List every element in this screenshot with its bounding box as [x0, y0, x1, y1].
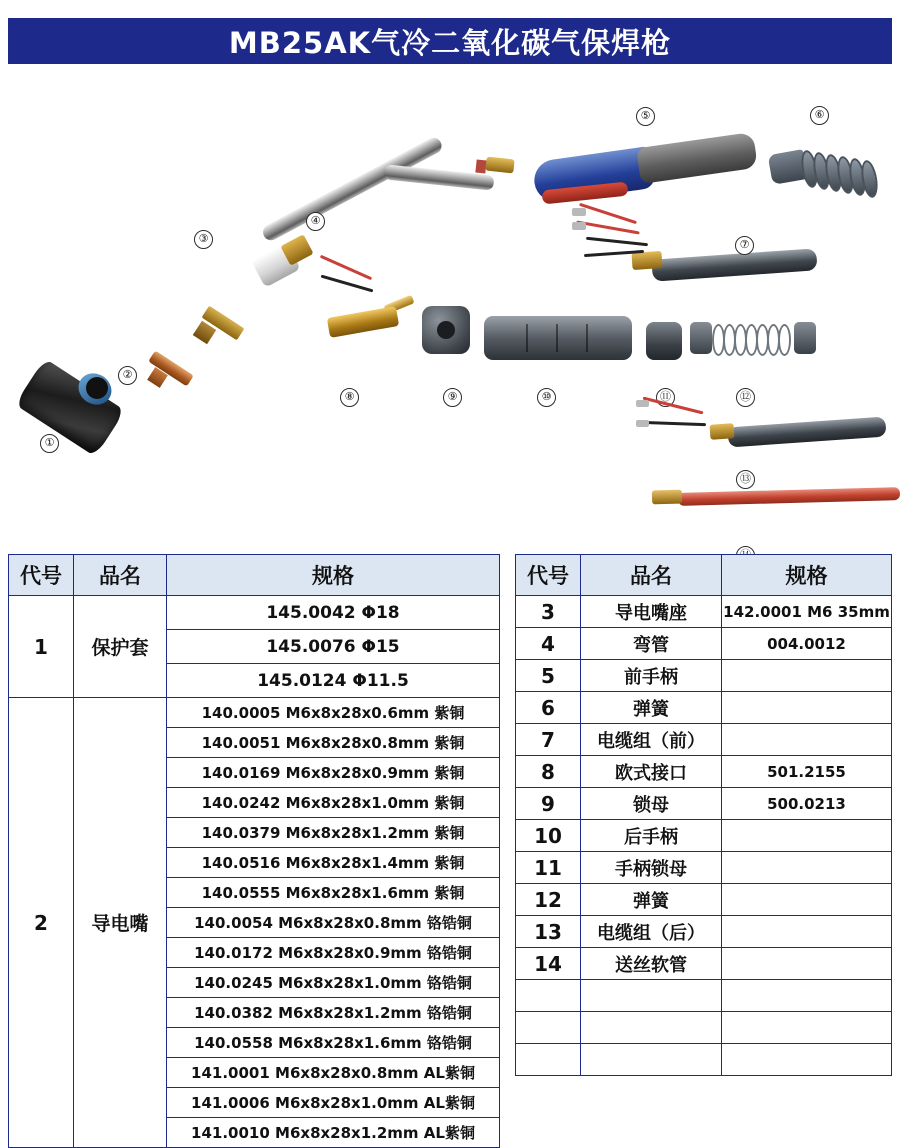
lock-nut-bore: [437, 321, 455, 339]
callout-12: ⑫: [736, 388, 755, 407]
cell-name: [581, 1044, 722, 1076]
callout-10: ⑩: [537, 388, 556, 407]
front-cable-brass-fitting: [631, 251, 662, 270]
cell-name: 导电嘴: [74, 698, 167, 1148]
table-row: [516, 916, 892, 948]
cell-spec: 140.0242 M6x8x28x1.0mm 紫铜: [167, 788, 500, 818]
wire-terminal: [636, 400, 649, 407]
callout-11: ⑪: [656, 388, 675, 407]
page-title-bar: [8, 18, 892, 64]
rear-handle-groove: [586, 324, 588, 352]
cell-name: 电缆组（前）: [581, 724, 722, 756]
wire-terminal: [572, 222, 586, 230]
cell-spec: [722, 884, 892, 916]
spring-right-end: [794, 322, 816, 354]
part-11-handle-lock-nut: [646, 322, 686, 366]
swan-neck-lower-tube: [260, 135, 444, 243]
nozzle-body: [15, 358, 125, 456]
rear-handle-groove: [556, 324, 558, 352]
callout-9: ⑨: [443, 388, 462, 407]
cell-name: 导电嘴座: [581, 596, 722, 628]
table-row: [516, 948, 892, 980]
part-14-wire-liner: [646, 478, 900, 518]
cell-code: 3: [516, 596, 581, 628]
cell-code: 5: [516, 660, 581, 692]
part-6-spring-boot: [770, 128, 890, 208]
callout-2: ②: [118, 366, 137, 385]
callout-7: ⑦: [735, 236, 754, 255]
callout-4: ④: [306, 212, 325, 231]
cell-name: [581, 980, 722, 1012]
front-handle-grey-body: [636, 132, 758, 184]
cell-name: 送丝软管: [581, 948, 722, 980]
table-row: [516, 820, 892, 852]
column-header-code: 代号: [516, 555, 581, 596]
cell-code: 4: [516, 628, 581, 660]
cell-spec: 142.0001 M6 35mm: [722, 596, 892, 628]
cell-code: 11: [516, 852, 581, 884]
cell-spec: [722, 660, 892, 692]
cell-spec: 140.0382 M6x8x28x1.2mm 铬锆铜: [167, 998, 500, 1028]
front-cable-sheath: [651, 248, 817, 281]
table-header-row: [516, 555, 892, 596]
cell-name: 电缆组（后）: [581, 916, 722, 948]
cell-code: [516, 1044, 581, 1076]
table-row: [516, 852, 892, 884]
cell-spec: [722, 1012, 892, 1044]
column-header-code: 代号: [9, 555, 74, 596]
swan-neck-brass-end: [485, 157, 514, 174]
cell-code: 13: [516, 916, 581, 948]
part-2-contact-tip: [148, 352, 198, 390]
cell-spec: 140.0005 M6x8x28x0.6mm 紫铜: [167, 698, 500, 728]
rear-cable-sheath: [727, 417, 886, 448]
cell-name: 手柄锁母: [581, 852, 722, 884]
cell-spec: 140.0245 M6x8x28x1.0mm 铬锆铜: [167, 968, 500, 998]
cell-name: 后手柄: [581, 820, 722, 852]
column-header-spec: 规格: [722, 555, 892, 596]
cell-spec: 145.0124 Φ11.5: [167, 664, 500, 698]
part-12-spring: [690, 318, 820, 368]
callout-6: ⑥: [810, 106, 829, 125]
table-row: [516, 692, 892, 724]
table-row: [516, 628, 892, 660]
cell-code: 9: [516, 788, 581, 820]
table-row: [516, 756, 892, 788]
cell-code: 10: [516, 820, 581, 852]
table-row: [516, 1012, 892, 1044]
handle-lock-nut-body: [646, 322, 682, 360]
cell-code: [516, 1012, 581, 1044]
cell-code: 1: [9, 596, 74, 698]
red-wire: [643, 397, 704, 415]
callout-1: ①: [40, 434, 59, 453]
cell-spec: 140.0051 M6x8x28x0.8mm 紫铜: [167, 728, 500, 758]
part-9-lock-nut: [422, 306, 474, 358]
cell-name: 弹簧: [581, 692, 722, 724]
part-13-rear-cable-assembly: [636, 400, 876, 470]
liner-brass-head: [652, 490, 682, 505]
part-8-euro-connector: [318, 260, 428, 355]
cell-spec: [722, 820, 892, 852]
cell-code: 7: [516, 724, 581, 756]
column-header-name: 品名: [581, 555, 722, 596]
page-title: MB25AK气冷二氧化碳气保焊枪: [228, 25, 672, 60]
callout-8: ⑧: [340, 388, 359, 407]
cell-spec: 140.0172 M6x8x28x0.9mm 铬锆铜: [167, 938, 500, 968]
cell-spec: [722, 948, 892, 980]
table-header-row: [9, 555, 500, 596]
cell-spec: 501.2155: [722, 756, 892, 788]
cell-spec: [722, 724, 892, 756]
cell-spec: 141.0001 M6x8x28x0.8mm AL紫铜: [167, 1058, 500, 1088]
cell-spec: 140.0558 M6x8x28x1.6mm 铬锆铜: [167, 1028, 500, 1058]
cell-spec: 141.0010 M6x8x28x1.2mm AL紫铜: [167, 1118, 500, 1148]
cell-spec: [722, 916, 892, 948]
cell-spec: 140.0054 M6x8x28x0.8mm 铬锆铜: [167, 908, 500, 938]
table-row: [516, 1044, 892, 1076]
nozzle-bore: [86, 377, 108, 399]
part-5-front-handle: [530, 126, 760, 216]
wire-terminal: [636, 420, 649, 427]
part-10-rear-handle: [484, 316, 634, 372]
table-row: [516, 660, 892, 692]
callout-5: ⑤: [636, 107, 655, 126]
cell-code: 14: [516, 948, 581, 980]
cell-spec: [722, 852, 892, 884]
callout-3: ③: [194, 230, 213, 249]
cell-spec: 140.0379 M6x8x28x1.2mm 紫铜: [167, 818, 500, 848]
cell-spec: 140.0555 M6x8x28x1.6mm 紫铜: [167, 878, 500, 908]
left-parts-table: [8, 554, 500, 1148]
table-row: [9, 698, 500, 728]
cell-name: 保护套: [74, 596, 167, 698]
column-header-spec: 规格: [167, 555, 500, 596]
cell-code: 2: [9, 698, 74, 1148]
spring-coil: [778, 324, 791, 356]
liner-tube: [678, 487, 900, 506]
black-wire: [586, 237, 648, 246]
callout-13: ⑬: [736, 470, 755, 489]
wire-terminal: [572, 208, 586, 216]
rear-handle-body: [484, 316, 632, 360]
cell-code: 12: [516, 884, 581, 916]
euro-connector-barrel: [327, 306, 399, 338]
cell-name: [581, 1012, 722, 1044]
exploded-parts-diagram: [0, 70, 900, 540]
part-3-tip-holder: [196, 302, 252, 348]
column-header-name: 品名: [74, 555, 167, 596]
cell-spec: 145.0076 Φ15: [167, 630, 500, 664]
rear-cable-brass-fitting: [710, 423, 735, 440]
cell-code: 6: [516, 692, 581, 724]
part-1-gas-nozzle: [22, 362, 118, 454]
spring-left-end: [690, 322, 712, 354]
part-7-front-cable-assembly: [572, 210, 822, 300]
cell-name: 欧式接口: [581, 756, 722, 788]
table-row: [9, 596, 500, 630]
cell-spec: 004.0012: [722, 628, 892, 660]
table-row: [516, 788, 892, 820]
cell-spec: [722, 692, 892, 724]
cell-spec: [722, 980, 892, 1012]
cell-name: 锁母: [581, 788, 722, 820]
table-row: [516, 980, 892, 1012]
right-parts-table: [515, 554, 892, 1076]
cell-spec: 140.0169 M6x8x28x0.9mm 紫铜: [167, 758, 500, 788]
cell-name: 前手柄: [581, 660, 722, 692]
cell-code: [516, 980, 581, 1012]
table-row: [516, 724, 892, 756]
cell-name: 弯管: [581, 628, 722, 660]
cell-spec: 145.0042 Φ18: [167, 596, 500, 630]
cell-spec: 500.0213: [722, 788, 892, 820]
cell-spec: [722, 1044, 892, 1076]
table-row: [516, 884, 892, 916]
black-wire: [640, 421, 706, 426]
cell-spec: 141.0006 M6x8x28x1.0mm AL紫铜: [167, 1088, 500, 1118]
cell-code: 8: [516, 756, 581, 788]
table-row: [516, 596, 892, 628]
rear-handle-groove: [526, 324, 528, 352]
cell-spec: 140.0516 M6x8x28x1.4mm 紫铜: [167, 848, 500, 878]
cell-name: 弹簧: [581, 884, 722, 916]
